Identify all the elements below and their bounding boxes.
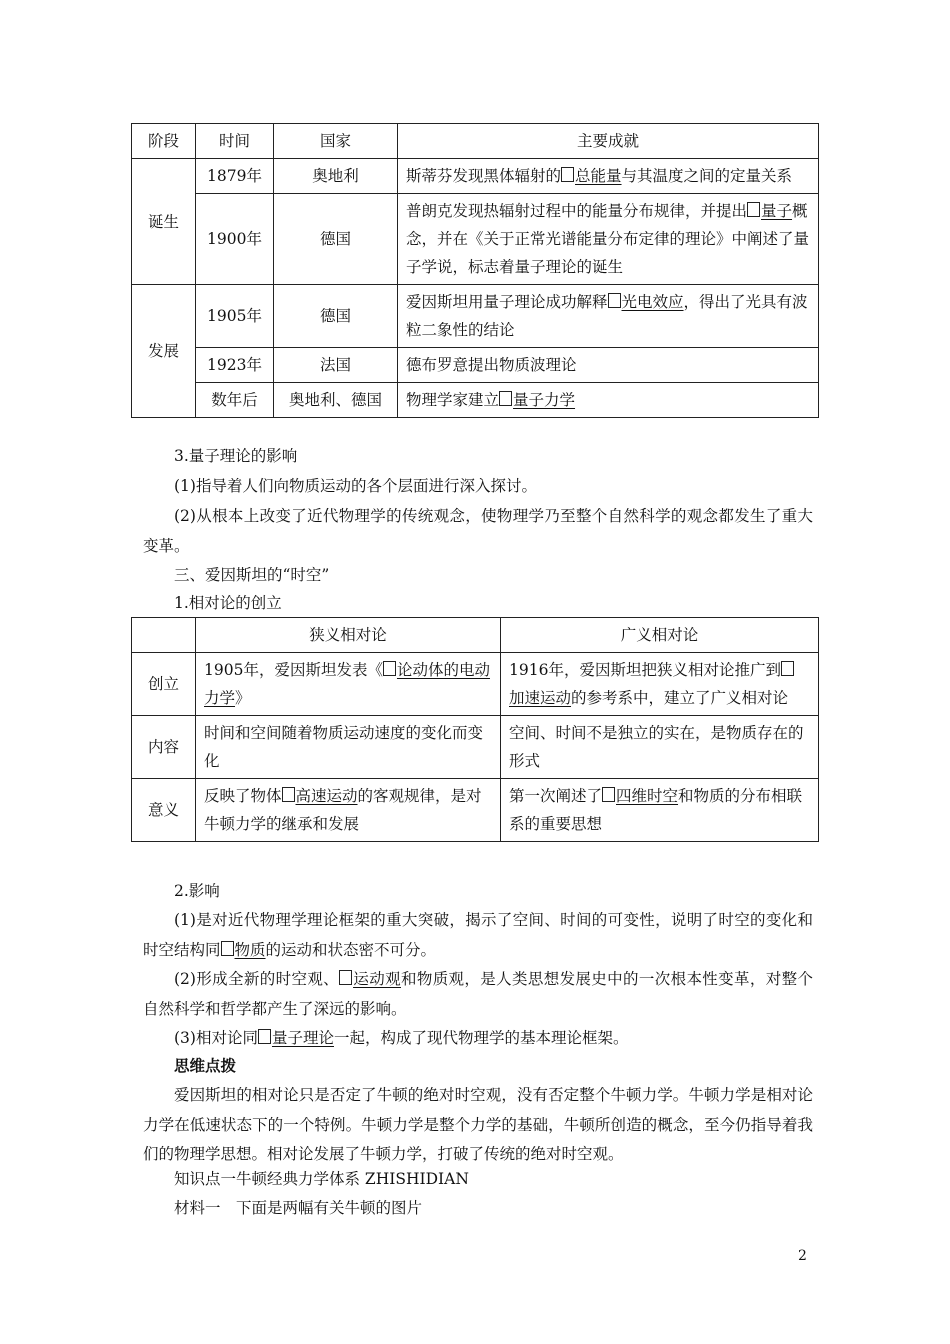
country-cell: 奥地利、德国 <box>274 383 398 418</box>
table-row <box>132 653 819 716</box>
row-label: 意义 <box>132 779 196 842</box>
table-header-row <box>132 618 819 653</box>
knowledge-point: 知识点一牛顿经典力学体系 ZHISHIDIAN <box>174 1170 469 1188</box>
table-row <box>132 716 819 779</box>
relativity-table <box>131 617 819 842</box>
header-stage: 阶段 <box>132 124 196 159</box>
page-number: 2 <box>798 1248 807 1264</box>
section-heading: 三、爱因斯坦的“时空” <box>174 566 330 584</box>
header-country: 国家 <box>274 124 398 159</box>
special-cell: 时间和空间随着物质运动速度的变化而变化 <box>196 716 501 779</box>
tip-body: 爱因斯坦的相对论只是否定了牛顿的绝对时空观，没有否定整个牛顿力学。牛顿力学是相对论力学在低速状态下的一个特例。牛顿力学是整个力学的基础，牛顿所创造的概念，至今仍指导着我们的物理学思想。相对论发展了牛顿力学，打破了传统的绝对时空观。 <box>143 1086 813 1163</box>
quantum-history-table <box>131 123 819 418</box>
paragraph: (2)从根本上改变了近代物理学的传统观念，使物理学乃至整个自然科学的观念都发生了重大变革。 <box>143 507 813 555</box>
general-cell: 空间、时间不是独立的实在，是物质存在的形式 <box>501 716 819 779</box>
blank-box-icon <box>221 941 234 956</box>
achievement-cell: 普朗克发现热辐射过程中的能量分布规律，并提出 量子概念，并在《关于正常光谱能量分布定律的理论》中阐述了量子学说，标志着量子理论的诞生 <box>398 194 819 285</box>
special-cell: 反映了物体 高速运动的客观规律，是对牛顿力学的继承和发展 <box>196 779 501 842</box>
time-cell: 1900年 <box>196 194 274 285</box>
time-cell: 1879年 <box>196 159 274 194</box>
blank-box-icon <box>383 661 396 676</box>
table-header-row <box>132 124 819 159</box>
table-row <box>132 348 819 383</box>
row-label: 创立 <box>132 653 196 716</box>
general-cell: 第一次阐述了 四维时空和物质的分布相联系的重要思想 <box>501 779 819 842</box>
stage-cell: 诞生 <box>132 159 196 285</box>
row-label: 内容 <box>132 716 196 779</box>
blank-box-icon <box>499 391 512 406</box>
country-cell: 德国 <box>274 194 398 285</box>
paragraph: (3)相对论同 量子理论一起，构成了现代物理学的基本理论框架。 <box>174 1029 629 1047</box>
time-cell: 数年后 <box>196 383 274 418</box>
special-cell: 1905年，爱因斯坦发表《 论动体的电动力学》 <box>196 653 501 716</box>
paragraph: (1)是对近代物理学理论框架的重大突破，揭示了空间、时间的可变性，说明了时空的变化和时空结构同 物质的运动和状态密不可分。 <box>143 911 813 959</box>
achievement-cell: 物理学家建立 量子力学 <box>398 383 819 418</box>
blank-box-icon <box>561 167 574 182</box>
blank-box-icon <box>258 1029 271 1044</box>
achievement-cell: 爱因斯坦用量子理论成功解释 光电效应，得出了光具有波粒二象性的结论 <box>398 285 819 348</box>
country-cell: 德国 <box>274 285 398 348</box>
paragraph: (2)形成全新的时空观、 运动观和物质观，是人类思想发展史中的一次根本性变革，对整个自然科学和哲学都产生了深远的影响。 <box>143 970 813 1018</box>
header-time: 时间 <box>196 124 274 159</box>
table-row <box>132 194 819 285</box>
country-cell: 法国 <box>274 348 398 383</box>
general-cell: 1916年，爱因斯坦把狭义相对论推广到加速运动的参考系中，建立了广义相对论 <box>501 653 819 716</box>
blank-box-icon <box>602 787 615 802</box>
blank-box-icon <box>781 661 794 676</box>
header-special: 狭义相对论 <box>196 618 501 653</box>
subsection-title: 1.相对论的创立 <box>174 594 282 612</box>
blank-box-icon <box>339 970 352 985</box>
table-row <box>132 383 819 418</box>
blank-box-icon <box>282 787 295 802</box>
time-cell: 1923年 <box>196 348 274 383</box>
paragraph: (1)指导着人们向物质运动的各个层面进行深入探讨。 <box>174 477 537 495</box>
header-achievement: 主要成就 <box>398 124 819 159</box>
header-empty <box>132 618 196 653</box>
time-cell: 1905年 <box>196 285 274 348</box>
blank-box-icon <box>608 293 621 308</box>
table-row <box>132 779 819 842</box>
country-cell: 奥地利 <box>274 159 398 194</box>
section-title: 3.量子理论的影响 <box>174 447 298 465</box>
stage-cell: 发展 <box>132 285 196 418</box>
achievement-cell: 德布罗意提出物质波理论 <box>398 348 819 383</box>
blank-box-icon <box>747 202 760 217</box>
table-row <box>132 159 819 194</box>
subsection-title: 2.影响 <box>174 882 220 900</box>
achievement-cell: 斯蒂芬发现黑体辐射的 总能量与其温度之间的定量关系 <box>398 159 819 194</box>
table-row <box>132 285 819 348</box>
material-line: 材料一 下面是两幅有关牛顿的图片 <box>174 1199 423 1217</box>
tip-title: 思维点拨 <box>174 1057 237 1075</box>
header-general: 广义相对论 <box>501 618 819 653</box>
